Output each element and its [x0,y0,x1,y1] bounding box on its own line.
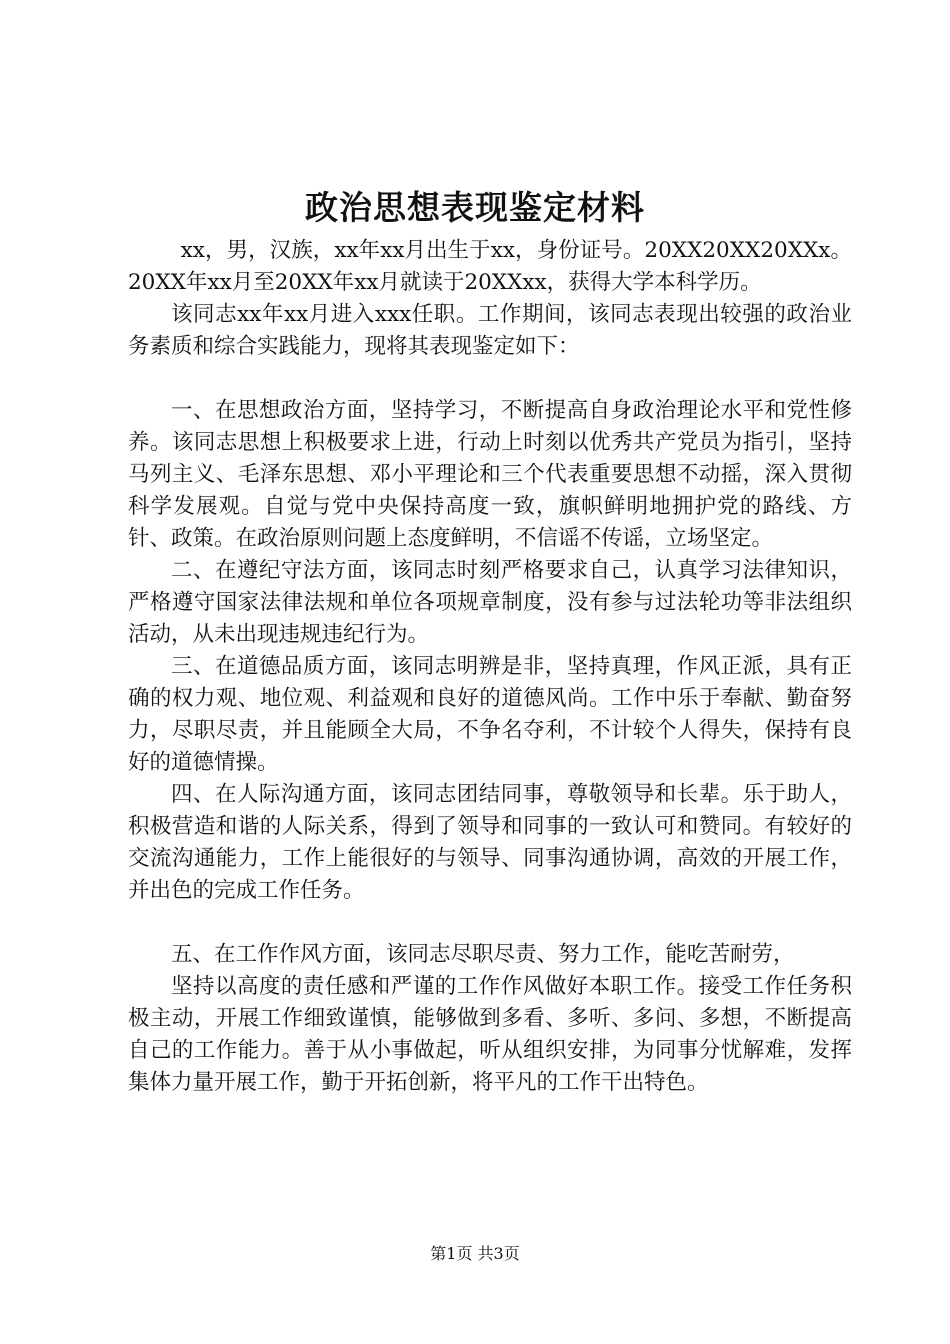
paragraph-moral-quality: 三、在道德品质方面，该同志明辨是非，坚持真理，作风正派，具有正确的权力观、地位观、利益观和良好的道德风尚。工作中乐于奉献、勤奋努力，尽职尽责，并且能顾全大局，不争名夺利，不计较个人得失，保持有良好的道德情操。 [128,654,852,775]
paragraph-interpersonal: 四、在人际沟通方面，该同志团结同事，尊敬领导和长辈。乐于助人，积极营造和谐的人际关系，得到了领导和同事的一致认可和赞同。有较好的交流沟通能力，工作上能很好的与领导、同事沟通协调，高效的开展工作，并出色的完成工作任务。 [128,782,852,903]
paragraph-work-style-detail: 坚持以高度的责任感和严谨的工作作风做好本职工作。接受工作任务积极主动，开展工作细致谨慎，能够做到多看、多听、多问、多想，不断提高自己的工作能力。善于从小事做起，听从组织安排，为同事分忧解难，发挥集体力量开展工作，勤于开拓创新，将平凡的工作干出特色。 [128,974,852,1095]
paragraph-personal-info: xx，男，汉族，xx年xx月出生于xx，身份证号。20XX20XX20XXx。20XX年xx月至20XX年xx月就读于20XXxx，获得大学本科学历。 [128,238,852,295]
paragraph-political-thought: 一、在思想政治方面，坚持学习，不断提高自身政治理论水平和党性修养。该同志思想上积极要求上进，行动上时刻以优秀共产党员为指引，坚持马列主义、毛泽东思想、邓小平理论和三个代表重要思想不动摇，深入贯彻科学发展观。自觉与党中央保持高度一致，旗帜鲜明地拥护党的路线、方针、政策。在政治原则问题上态度鲜明，不信谣不传谣，立场坚定。 [128,398,852,551]
page-indicator: 第1页 共3页 [430,1244,520,1263]
paragraph-intro: 该同志xx年xx月进入xxx任职。工作期间，该同志表现出较强的政治业务素质和综合实践能力，现将其表现鉴定如下： [128,302,852,359]
paragraph-work-style: 五、在工作作风方面，该同志尽职尽责、努力工作，能吃苦耐劳， [171,942,795,967]
document-title: 政治思想表现鉴定材料 [305,188,645,227]
paragraph-law-discipline: 二、在遵纪守法方面，该同志时刻严格要求自己，认真学习法律知识，严格遵守国家法律法规和单位各项规章制度，没有参与过法轮功等非法组织活动，从未出现违规违纪行为。 [128,558,852,647]
document-body [128,235,852,1099]
